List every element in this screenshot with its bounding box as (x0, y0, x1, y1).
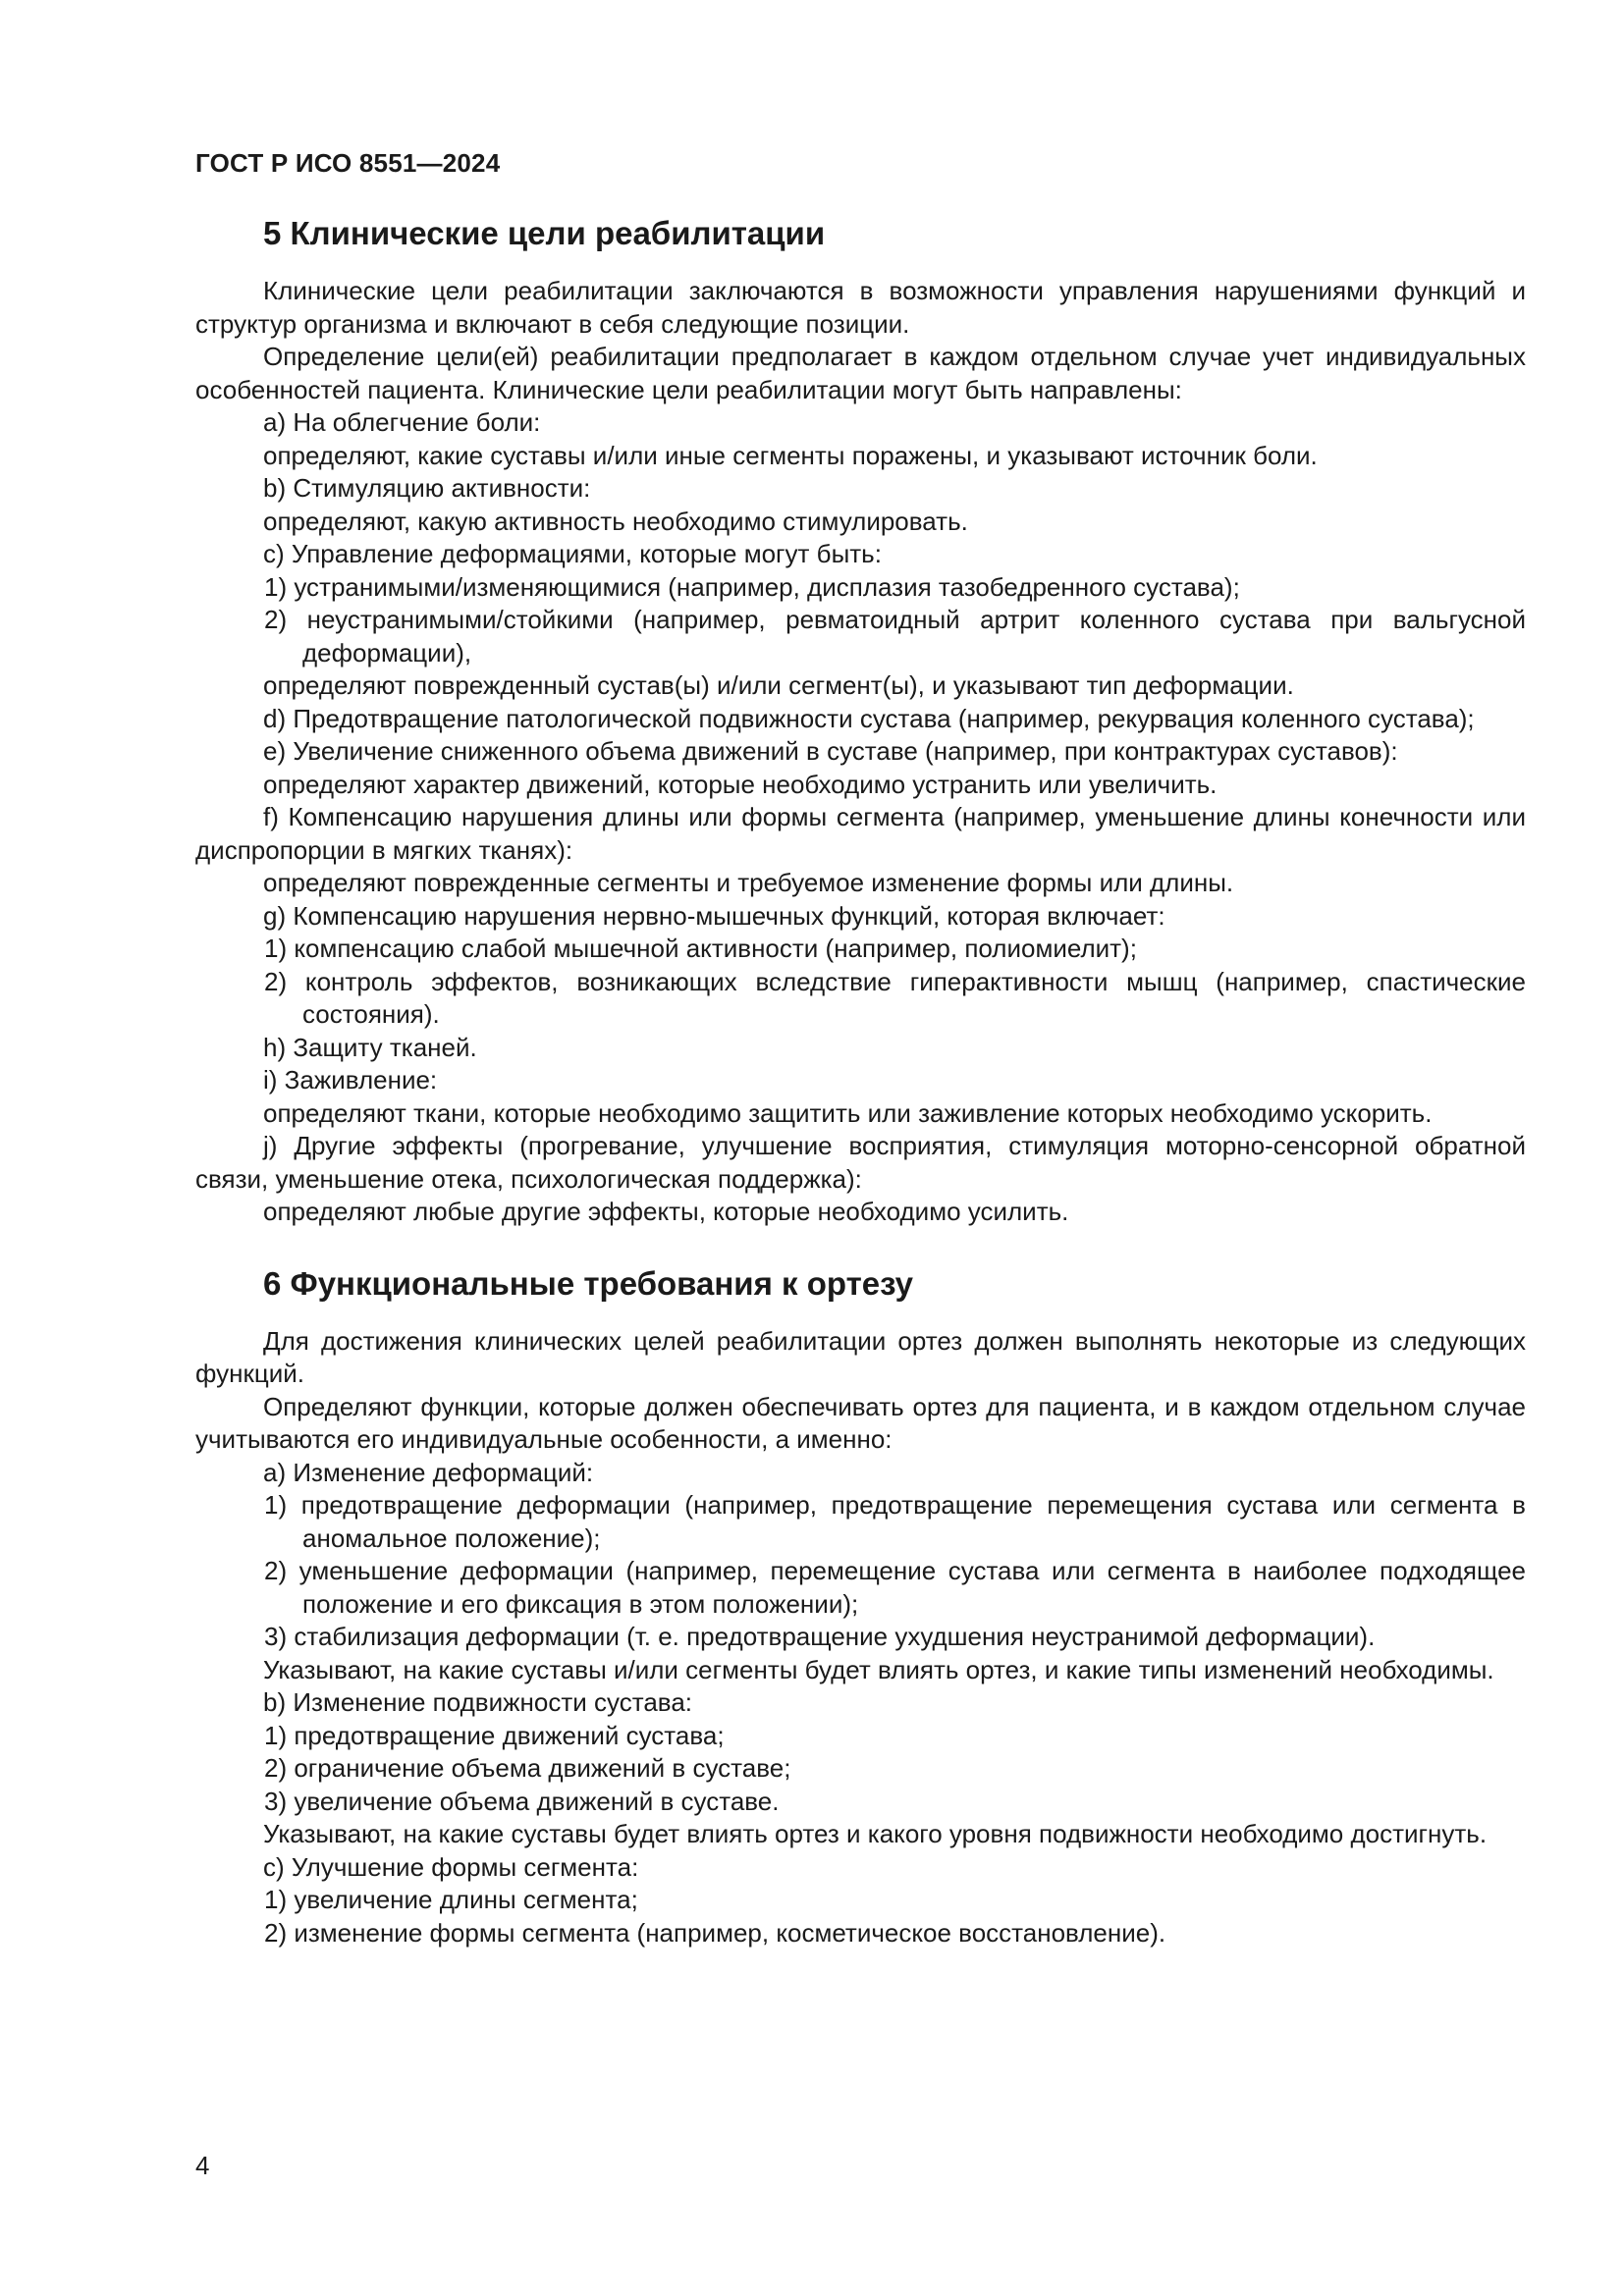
document-page (195, 147, 1526, 1949)
goal-e-note: определяют характер движений, которые необходимо устранить или увеличить. (263, 769, 1218, 799)
goal-e-label: e) Увеличение сниженного объема движений в суставе (например, при контрактурах суставов): (263, 736, 1398, 766)
goal-c-label: c) Управление деформациями, которые могут быть: (263, 539, 882, 568)
section-5-goals-paragraph: Определение цели(ей) реабилитации предполагает в каждом отдельном случае учет индивидуальных особенностей пациента. Клинические цели реабилитации могут быть направлены: (195, 342, 1526, 404)
section-5-intro-paragraph: Клинические цели реабилитации заключаются в возможности управления нарушениями функций и структур организма и включают в себя следующие позиции. (195, 276, 1526, 339)
function-c-item-1: 1) увеличение длины сегмента; (264, 1885, 638, 1914)
function-a-note: Указывают, на какие суставы и/или сегменты будет влиять ортез, и какие типы изменений необходимы. (263, 1654, 1494, 1684)
standard-header: ГОСТ Р ИСО 8551—2024 (195, 148, 501, 178)
section-6-title: 6 Функциональные требования к ортезу (263, 1264, 914, 1302)
function-a-item-3: 3) стабилизация деформации (т. е. предотвращение ухудшения неустранимой деформации). (264, 1622, 1376, 1651)
goal-g-item-2: 2) контроль эффектов, возникающих вследствие гиперактивности мышц (например, спастические состояния). (264, 966, 1526, 1029)
section-5-title: 5 Клинические цели реабилитации (263, 215, 826, 251)
goal-g-item-1: 1) компенсацию слабой мышечной активности (например, полиомиелит); (264, 934, 1137, 963)
goal-f-note: определяют поврежденные сегменты и требуемое изменение формы или длины. (263, 868, 1234, 897)
goal-j-note: определяют любые другие эффекты, которые необходимо усилить. (263, 1197, 1069, 1226)
goal-h-label: h) Защиту тканей. (263, 1032, 477, 1062)
goal-d-label: d) Предотвращение патологической подвижности сустава (например, рекурвация коленного сустава); (263, 703, 1475, 733)
goal-c-note: определяют поврежденный сустав(ы) и/или сегмент(ы), и указывают тип деформации. (263, 670, 1294, 700)
goal-c-item-2: 2) неустранимыми/стойкими (например, ревматоидный артрит коленного сустава при вальгусной деформации), (264, 605, 1526, 667)
function-a-label: a) Изменение деформаций: (263, 1457, 594, 1487)
goal-a-note: определяют, какие суставы и/или иные сегменты поражены, и указывают источник боли. (263, 440, 1318, 470)
goal-b-label: b) Стимуляцию активности: (263, 473, 591, 503)
section-6-intro-paragraph: Для достижения клинических целей реабилитации ортез должен выполнять некоторые из следующих функций. (195, 1325, 1526, 1388)
goal-f-label: f) Компенсацию нарушения длины или формы сегмента (например, уменьшение длины конечности или диспропорции в мягких тканях): (195, 802, 1526, 865)
section-6-functions-paragraph: Определяют функции, которые должен обеспечивать ортез для пациента, и в каждом отдельном случае учитываются его индивидуальные особенности, а именно: (195, 1391, 1526, 1454)
function-b-item-2: 2) ограничение объема движений в суставе; (264, 1753, 791, 1783)
function-c-item-2: 2) изменение формы сегмента (например, косметическое восстановление). (264, 1917, 1166, 1948)
goal-j-label: j) Другие эффекты (прогревание, улучшение восприятия, стимуляция моторно-сенсорной обратной связи, уменьшение отека, психологическая поддержка): (195, 1131, 1526, 1194)
goal-g-label: g) Компенсацию нарушения нервно-мышечных функций, которая включает: (263, 900, 1165, 931)
goal-b-note: определяют, какую активность необходимо стимулировать. (263, 506, 968, 536)
function-b-note: Указывают, на какие суставы будет влиять ортез и какого уровня подвижности необходимо достигнуть. (263, 1819, 1488, 1848)
function-b-item-3: 3) увеличение объема движений в суставе. (264, 1786, 780, 1816)
goal-a-label: a) На облегчение боли: (263, 407, 541, 437)
function-a-item-1: 1) предотвращение деформации (например, предотвращение перемещения сустава или сегмента в аномальное положение); (264, 1490, 1526, 1553)
function-b-label: b) Изменение подвижности сустава: (263, 1687, 692, 1717)
goal-i-note: определяют ткани, которые необходимо защитить или заживление которых необходимо ускорить. (263, 1097, 1433, 1128)
function-a-item-2: 2) уменьшение деформации (например, перемещение сустава или сегмента в наиболее подходящее положение и его фиксация в этом положении); (264, 1556, 1526, 1619)
goal-c-item-1: 1) устранимыми/изменяющимися (например, дисплазия тазобедренного сустава); (264, 571, 1240, 602)
function-b-item-1: 1) предотвращение движений сустава; (264, 1720, 725, 1750)
goal-i-label: i) Заживление: (263, 1065, 438, 1095)
function-c-label: c) Улучшение формы сегмента: (263, 1851, 639, 1882)
page-number: 4 (195, 2151, 210, 2180)
